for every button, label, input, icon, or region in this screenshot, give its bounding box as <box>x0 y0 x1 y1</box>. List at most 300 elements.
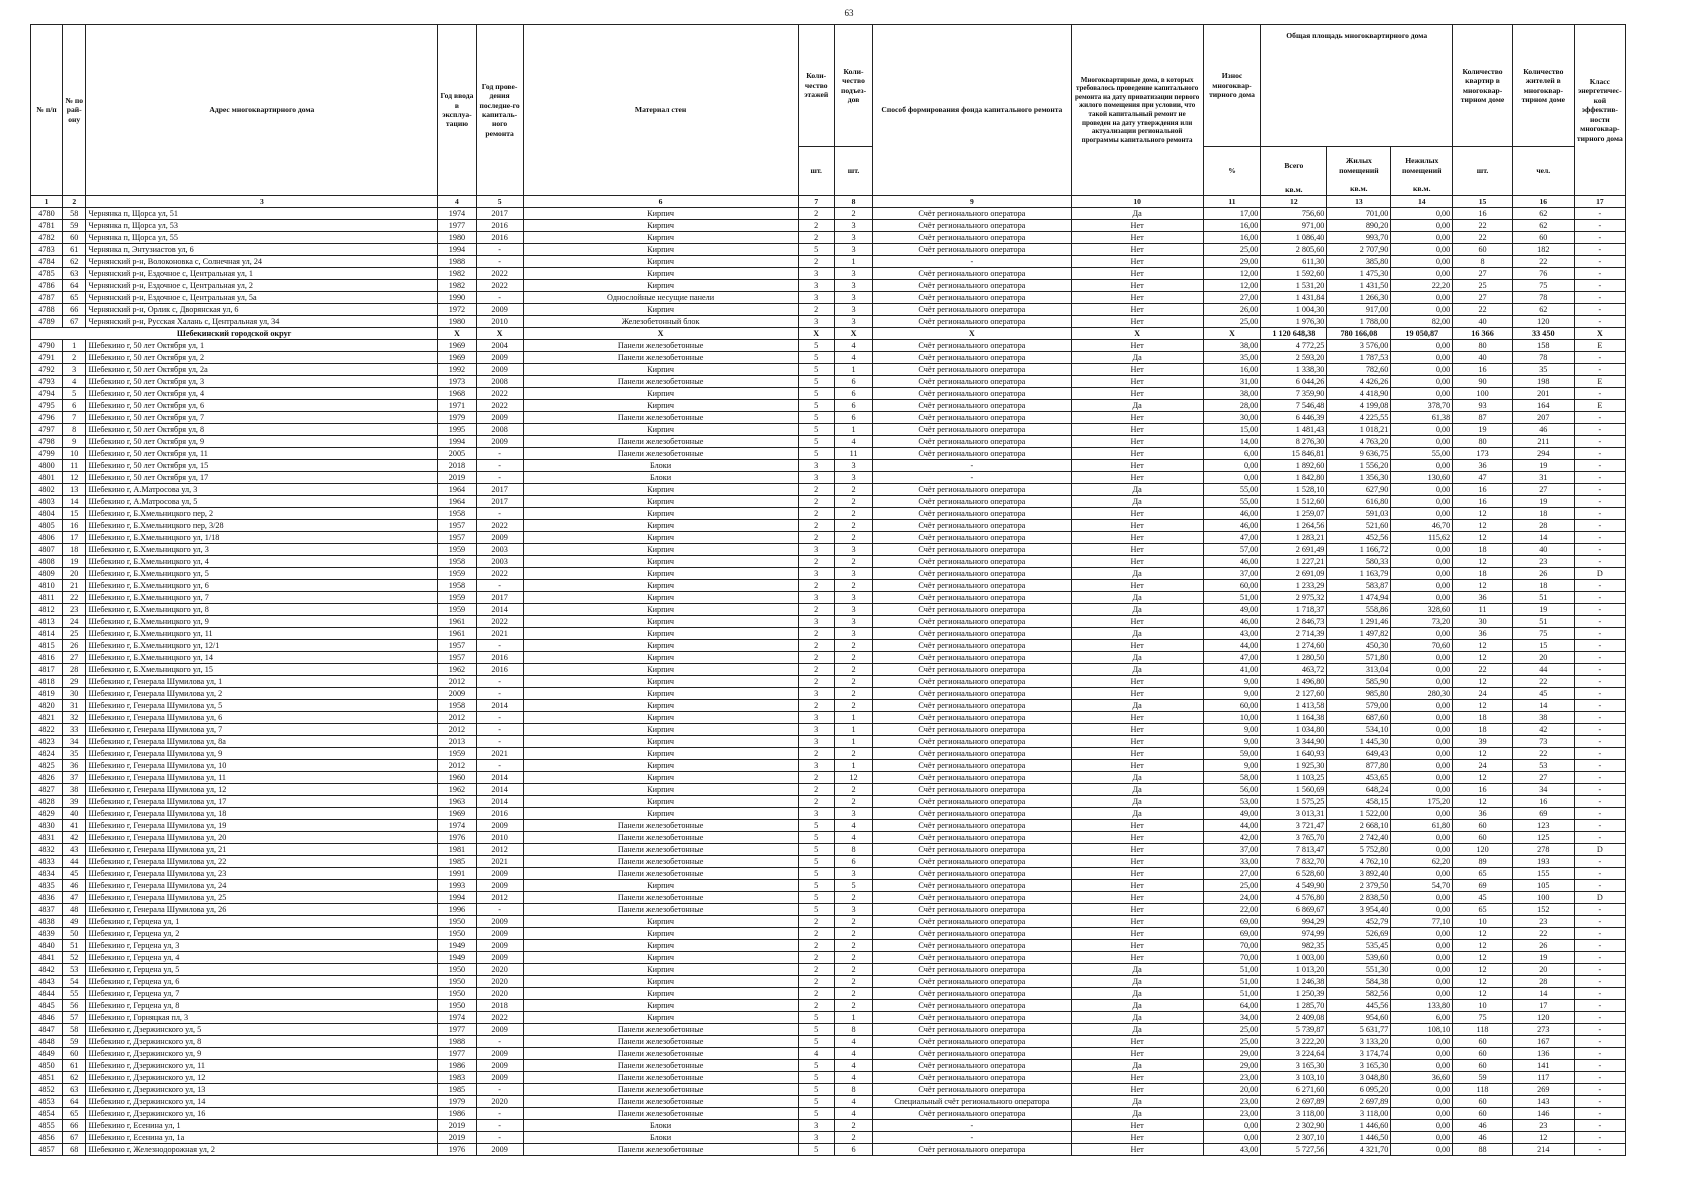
row-floors: 2 <box>798 604 834 616</box>
housing-register-table <box>30 24 1626 1156</box>
row-num: 4796 <box>31 412 63 424</box>
row-area-nonliving: 133,80 <box>1391 1000 1453 1012</box>
row-floors: 2 <box>798 784 834 796</box>
row-area-living: 2 379,50 <box>1327 880 1391 892</box>
row-year-repair: 2016 <box>476 220 523 232</box>
row-district-num: 58 <box>62 1024 85 1036</box>
row-year-built: 1985 <box>438 856 476 868</box>
row-district-num: 61 <box>62 1060 85 1072</box>
row-district-num: 28 <box>62 664 85 676</box>
row-area-nonliving: 0,00 <box>1391 1144 1453 1156</box>
row-entrances: 2 <box>834 1000 872 1012</box>
unit-floors: шт. <box>798 147 834 196</box>
row-floors: 3 <box>798 724 834 736</box>
row-energy: - <box>1574 904 1625 916</box>
row-district-num: 34 <box>62 736 85 748</box>
row-area-total: 1 283,21 <box>1261 532 1327 544</box>
row-area-nonliving: 0,00 <box>1391 256 1453 268</box>
row-fund: Счёт регионального оператора <box>873 1072 1071 1084</box>
row-privatization: Нет <box>1071 316 1203 328</box>
row-entrances: 3 <box>834 616 872 628</box>
row-area-nonliving: 0,00 <box>1391 484 1453 496</box>
row-wear: 27,00 <box>1203 868 1261 880</box>
row-wall: Кирпич <box>523 748 798 760</box>
row-entrances: 2 <box>834 748 872 760</box>
row-area-living: 2 742,40 <box>1327 832 1391 844</box>
section-cell: X <box>438 328 476 340</box>
row-privatization: Да <box>1071 568 1203 580</box>
row-num: 4788 <box>31 304 63 316</box>
table-row <box>31 544 1626 556</box>
header-residents: Количество жителей в многоквар-тирном доме <box>1512 25 1574 147</box>
row-year-repair: 2012 <box>476 892 523 904</box>
row-year-repair: 2004 <box>476 340 523 352</box>
column-number: 11 <box>1203 196 1261 208</box>
row-energy: - <box>1574 292 1625 304</box>
row-year-built: 1976 <box>438 832 476 844</box>
row-apartments: 118 <box>1453 1084 1513 1096</box>
row-energy: - <box>1574 520 1625 532</box>
row-num: 4791 <box>31 352 63 364</box>
row-year-repair: 2022 <box>476 268 523 280</box>
row-residents: 22 <box>1512 256 1574 268</box>
row-address: Шебекино г, 50 лет Октября ул, 11 <box>86 448 438 460</box>
row-address: Шебекино г, Герцена ул, 7 <box>86 988 438 1000</box>
row-address: Шебекино г, Б.Хмельницкого ул, 9 <box>86 616 438 628</box>
row-year-built: 1972 <box>438 304 476 316</box>
row-area-total: 3 222,20 <box>1261 1036 1327 1048</box>
row-address: Чернянский р-н, Ездочное с, Центральная ул, 5а <box>86 292 438 304</box>
row-district-num: 60 <box>62 1048 85 1060</box>
row-num: 4805 <box>31 520 63 532</box>
row-district-num: 31 <box>62 700 85 712</box>
row-privatization: Да <box>1071 400 1203 412</box>
row-fund: Счёт регионального оператора <box>873 808 1071 820</box>
table-row <box>31 688 1626 700</box>
row-privatization: Нет <box>1071 856 1203 868</box>
row-fund: Счёт регионального оператора <box>873 388 1071 400</box>
row-wear: 16,00 <box>1203 232 1261 244</box>
row-area-total: 1 164,38 <box>1261 712 1327 724</box>
row-residents: 273 <box>1512 1024 1574 1036</box>
row-residents: 51 <box>1512 616 1574 628</box>
row-year-repair: - <box>476 256 523 268</box>
table-row <box>31 400 1626 412</box>
row-privatization: Нет <box>1071 520 1203 532</box>
row-area-total: 1 640,93 <box>1261 748 1327 760</box>
row-address: Шебекино г, Б.Хмельницкого ул, 4 <box>86 556 438 568</box>
row-apartments: 12 <box>1453 928 1513 940</box>
row-num: 4846 <box>31 1012 63 1024</box>
row-area-living: 4 426,26 <box>1327 376 1391 388</box>
row-area-living: 453,65 <box>1327 772 1391 784</box>
row-energy: - <box>1574 916 1625 928</box>
row-entrances: 3 <box>834 628 872 640</box>
row-address: Шебекино г, Б.Хмельницкого ул, 1/18 <box>86 532 438 544</box>
row-year-repair: 2022 <box>476 568 523 580</box>
row-num: 4850 <box>31 1060 63 1072</box>
row-district-num: 52 <box>62 952 85 964</box>
row-residents: 31 <box>1512 472 1574 484</box>
table-row <box>31 340 1626 352</box>
row-privatization: Нет <box>1071 892 1203 904</box>
row-fund: Счёт регионального оператора <box>873 856 1071 868</box>
row-district-num: 59 <box>62 220 85 232</box>
row-apartments: 45 <box>1453 892 1513 904</box>
row-floors: 2 <box>798 664 834 676</box>
row-residents: 15 <box>1512 640 1574 652</box>
row-apartments: 90 <box>1453 376 1513 388</box>
row-wear: 43,00 <box>1203 1144 1261 1156</box>
row-area-nonliving: 0,00 <box>1391 352 1453 364</box>
row-address: Шебекино г, Б.Хмельницкого ул, 7 <box>86 592 438 604</box>
row-fund: Счёт регионального оператора <box>873 1048 1071 1060</box>
row-num: 4838 <box>31 916 63 928</box>
row-energy: - <box>1574 1012 1625 1024</box>
row-entrances: 2 <box>834 700 872 712</box>
table-row <box>31 316 1626 328</box>
row-area-total: 1 250,39 <box>1261 988 1327 1000</box>
row-privatization: Нет <box>1071 232 1203 244</box>
row-district-num: 61 <box>62 244 85 256</box>
row-area-total: 2 307,10 <box>1261 1132 1327 1144</box>
table-row <box>31 508 1626 520</box>
row-privatization: Нет <box>1071 880 1203 892</box>
row-residents: 40 <box>1512 544 1574 556</box>
row-wear: 44,00 <box>1203 820 1261 832</box>
row-residents: 214 <box>1512 1144 1574 1156</box>
row-floors: 5 <box>798 820 834 832</box>
row-district-num: 2 <box>62 352 85 364</box>
row-floors: 2 <box>798 1000 834 1012</box>
row-year-repair: 2009 <box>476 1060 523 1072</box>
row-district-num: 37 <box>62 772 85 784</box>
row-entrances: 2 <box>834 952 872 964</box>
row-year-built: 1959 <box>438 604 476 616</box>
row-area-living: 616,80 <box>1327 496 1391 508</box>
row-year-repair: - <box>476 244 523 256</box>
table-row <box>31 952 1626 964</box>
table-row <box>31 964 1626 976</box>
row-fund: Специальный счёт регионального оператора <box>873 1096 1071 1108</box>
row-area-total: 971,00 <box>1261 220 1327 232</box>
row-privatization: Нет <box>1071 424 1203 436</box>
row-entrances: 2 <box>834 484 872 496</box>
row-num: 4823 <box>31 736 63 748</box>
row-fund: Счёт регионального оператора <box>873 772 1071 784</box>
table-row <box>31 292 1626 304</box>
column-number: 3 <box>86 196 438 208</box>
row-year-built: 1950 <box>438 916 476 928</box>
row-entrances: 6 <box>834 400 872 412</box>
row-wear: 51,00 <box>1203 988 1261 1000</box>
table-row <box>31 748 1626 760</box>
row-wear: 9,00 <box>1203 736 1261 748</box>
column-numbers-row <box>31 196 1626 208</box>
row-fund: Счёт регионального оператора <box>873 784 1071 796</box>
row-area-living: 584,38 <box>1327 976 1391 988</box>
row-year-built: 1988 <box>438 256 476 268</box>
column-number: 13 <box>1327 196 1391 208</box>
row-entrances: 2 <box>834 796 872 808</box>
header-wall-material: Материал стен <box>523 25 798 196</box>
row-area-living: 585,90 <box>1327 676 1391 688</box>
row-floors: 5 <box>798 880 834 892</box>
row-area-living: 571,80 <box>1327 652 1391 664</box>
row-floors: 2 <box>798 256 834 268</box>
table-row <box>31 220 1626 232</box>
row-wall: Кирпич <box>523 700 798 712</box>
row-year-built: 1969 <box>438 340 476 352</box>
row-residents: 155 <box>1512 868 1574 880</box>
row-wear: 25,00 <box>1203 1036 1261 1048</box>
row-entrances: 3 <box>834 460 872 472</box>
row-residents: 26 <box>1512 940 1574 952</box>
row-residents: 278 <box>1512 844 1574 856</box>
row-area-total: 3 721,47 <box>1261 820 1327 832</box>
row-energy: - <box>1574 628 1625 640</box>
row-fund: Счёт регионального оператора <box>873 436 1071 448</box>
row-privatization: Нет <box>1071 868 1203 880</box>
row-address: Шебекино г, Дзержинского ул, 5 <box>86 1024 438 1036</box>
row-area-nonliving: 130,60 <box>1391 472 1453 484</box>
row-area-living: 450,30 <box>1327 640 1391 652</box>
row-wear: 59,00 <box>1203 748 1261 760</box>
row-wall: Кирпич <box>523 424 798 436</box>
row-address: Чернянский р-н, Ездочное с, Центральная ул, 1 <box>86 268 438 280</box>
row-floors: 5 <box>798 1024 834 1036</box>
row-area-total: 2 593,20 <box>1261 352 1327 364</box>
row-entrances: 8 <box>834 844 872 856</box>
row-wear: 25,00 <box>1203 316 1261 328</box>
row-residents: 19 <box>1512 952 1574 964</box>
row-apartments: 27 <box>1453 268 1513 280</box>
row-floors: 5 <box>798 400 834 412</box>
row-area-living: 526,69 <box>1327 928 1391 940</box>
row-residents: 136 <box>1512 1048 1574 1060</box>
row-year-built: 1979 <box>438 412 476 424</box>
row-year-repair: 2009 <box>476 940 523 952</box>
row-fund: Счёт регионального оператора <box>873 556 1071 568</box>
row-area-total: 994,29 <box>1261 916 1327 928</box>
row-apartments: 60 <box>1453 820 1513 832</box>
row-floors: 5 <box>798 436 834 448</box>
table-row <box>31 1096 1626 1108</box>
row-area-living: 1 497,82 <box>1327 628 1391 640</box>
row-area-total: 1 575,25 <box>1261 796 1327 808</box>
row-area-nonliving: 54,70 <box>1391 880 1453 892</box>
row-apartments: 8 <box>1453 256 1513 268</box>
row-residents: 143 <box>1512 1096 1574 1108</box>
row-wall: Панели железобетонные <box>523 820 798 832</box>
row-floors: 5 <box>798 1084 834 1096</box>
row-residents: 44 <box>1512 664 1574 676</box>
row-apartments: 80 <box>1453 340 1513 352</box>
row-entrances: 4 <box>834 832 872 844</box>
row-year-built: 1973 <box>438 376 476 388</box>
row-floors: 5 <box>798 1096 834 1108</box>
row-wall: Кирпич <box>523 496 798 508</box>
row-num: 4794 <box>31 388 63 400</box>
table-row <box>31 844 1626 856</box>
row-fund: Счёт регионального оператора <box>873 676 1071 688</box>
row-district-num: 53 <box>62 964 85 976</box>
table-row <box>31 820 1626 832</box>
row-address: Чернянский р-н, Орлик с, Дворянская ул, 6 <box>86 304 438 316</box>
row-energy: - <box>1574 868 1625 880</box>
row-apartments: 12 <box>1453 532 1513 544</box>
row-floors: 3 <box>798 460 834 472</box>
row-area-living: 521,60 <box>1327 520 1391 532</box>
row-address: Шебекино г, Генерала Шумилова ул, 20 <box>86 832 438 844</box>
row-apartments: 22 <box>1453 664 1513 676</box>
row-energy: D <box>1574 568 1625 580</box>
row-year-built: 2019 <box>438 472 476 484</box>
row-floors: 2 <box>798 508 834 520</box>
row-year-repair: 2016 <box>476 808 523 820</box>
row-area-nonliving: 0,00 <box>1391 268 1453 280</box>
row-district-num: 14 <box>62 496 85 508</box>
row-wall: Кирпич <box>523 652 798 664</box>
row-num: 4808 <box>31 556 63 568</box>
row-floors: 2 <box>798 220 834 232</box>
row-wear: 46,00 <box>1203 556 1261 568</box>
row-privatization: Нет <box>1071 1144 1203 1156</box>
row-apartments: 65 <box>1453 904 1513 916</box>
row-apartments: 16 <box>1453 784 1513 796</box>
table-row <box>31 1144 1626 1156</box>
row-year-built: 1986 <box>438 1060 476 1072</box>
row-area-nonliving: 0,00 <box>1391 424 1453 436</box>
row-year-repair: - <box>476 508 523 520</box>
row-energy: - <box>1574 592 1625 604</box>
row-district-num: 40 <box>62 808 85 820</box>
row-wear: 16,00 <box>1203 364 1261 376</box>
row-apartments: 25 <box>1453 280 1513 292</box>
header-floors: Коли-чество этажей <box>798 25 834 147</box>
row-wall: Панели железобетонные <box>523 868 798 880</box>
row-apartments: 173 <box>1453 448 1513 460</box>
row-apartments: 12 <box>1453 988 1513 1000</box>
row-floors: 2 <box>798 628 834 640</box>
row-privatization: Да <box>1071 496 1203 508</box>
row-year-built: 1949 <box>438 952 476 964</box>
row-year-repair: 2009 <box>476 532 523 544</box>
row-apartments: 36 <box>1453 628 1513 640</box>
section-cell: X <box>1071 328 1203 340</box>
row-year-repair: - <box>476 1108 523 1120</box>
row-privatization: Нет <box>1071 736 1203 748</box>
row-year-built: 2009 <box>438 688 476 700</box>
row-privatization: Нет <box>1071 256 1203 268</box>
row-wall: Кирпич <box>523 796 798 808</box>
row-address: Чернянский р-н, Ездочное с, Центральная ул, 2 <box>86 280 438 292</box>
row-entrances: 4 <box>834 1048 872 1060</box>
row-residents: 14 <box>1512 988 1574 1000</box>
table-row <box>31 808 1626 820</box>
row-num: 4802 <box>31 484 63 496</box>
row-area-living: 2 838,50 <box>1327 892 1391 904</box>
row-floors: 3 <box>798 568 834 580</box>
row-year-built: 1994 <box>438 436 476 448</box>
row-num: 4829 <box>31 808 63 820</box>
row-fund: - <box>873 256 1071 268</box>
row-floors: 2 <box>798 304 834 316</box>
row-energy: - <box>1574 544 1625 556</box>
row-energy: - <box>1574 652 1625 664</box>
row-wall: Панели железобетонные <box>523 856 798 868</box>
row-fund: Счёт регионального оператора <box>873 568 1071 580</box>
row-area-total: 3 103,10 <box>1261 1072 1327 1084</box>
row-energy: - <box>1574 964 1625 976</box>
row-residents: 120 <box>1512 1012 1574 1024</box>
row-address: Шебекино г, 50 лет Октября ул, 2 <box>86 352 438 364</box>
row-num: 4836 <box>31 892 63 904</box>
row-privatization: Нет <box>1071 556 1203 568</box>
row-year-built: 1974 <box>438 1012 476 1024</box>
row-district-num: 13 <box>62 484 85 496</box>
row-area-nonliving: 0,00 <box>1391 808 1453 820</box>
row-apartments: 16 <box>1453 364 1513 376</box>
row-area-nonliving: 0,00 <box>1391 784 1453 796</box>
row-address: Шебекино г, 50 лет Октября ул, 1 <box>86 340 438 352</box>
row-apartments: 11 <box>1453 604 1513 616</box>
row-energy: - <box>1574 748 1625 760</box>
row-area-total: 4 772,25 <box>1261 340 1327 352</box>
row-energy: - <box>1574 664 1625 676</box>
row-energy: - <box>1574 976 1625 988</box>
row-energy: - <box>1574 472 1625 484</box>
row-privatization: Да <box>1071 208 1203 220</box>
row-area-nonliving: 0,00 <box>1391 940 1453 952</box>
row-address: Шебекино г, Герцена ул, 6 <box>86 976 438 988</box>
row-area-living: 551,30 <box>1327 964 1391 976</box>
row-floors: 2 <box>798 976 834 988</box>
row-privatization: Да <box>1071 628 1203 640</box>
row-floors: 2 <box>798 580 834 592</box>
row-wear: 38,00 <box>1203 340 1261 352</box>
row-area-living: 782,60 <box>1327 364 1391 376</box>
row-wear: 46,00 <box>1203 508 1261 520</box>
header-energy-class: Класс энергетичес-кой эффектив-ности многоквар-тирного дома <box>1574 25 1625 196</box>
row-year-built: 1994 <box>438 892 476 904</box>
row-residents: 34 <box>1512 784 1574 796</box>
row-energy: - <box>1574 268 1625 280</box>
row-wear: 22,00 <box>1203 904 1261 916</box>
row-address: Шебекино г, Б.Хмельницкого ул, 14 <box>86 652 438 664</box>
row-floors: 5 <box>798 412 834 424</box>
row-privatization: Нет <box>1071 472 1203 484</box>
row-year-built: 2013 <box>438 736 476 748</box>
row-fund: Счёт регионального оператора <box>873 892 1071 904</box>
row-floors: 5 <box>798 448 834 460</box>
row-year-built: 1982 <box>438 280 476 292</box>
row-privatization: Да <box>1071 652 1203 664</box>
unit-area-total-label: кв.м. <box>1285 185 1303 194</box>
row-address: Шебекино г, Генерала Шумилова ул, 8а <box>86 736 438 748</box>
row-area-nonliving: 0,00 <box>1391 592 1453 604</box>
row-num: 4835 <box>31 880 63 892</box>
row-energy: - <box>1574 1072 1625 1084</box>
row-year-repair: - <box>476 676 523 688</box>
row-area-total: 6 044,26 <box>1261 376 1327 388</box>
row-fund: Счёт регионального оператора <box>873 1036 1071 1048</box>
row-fund: Счёт регионального оператора <box>873 232 1071 244</box>
row-apartments: 65 <box>1453 868 1513 880</box>
row-area-total: 1 528,10 <box>1261 484 1327 496</box>
row-energy: - <box>1574 712 1625 724</box>
row-address: Шебекино г, А.Матросова ул, 5 <box>86 496 438 508</box>
